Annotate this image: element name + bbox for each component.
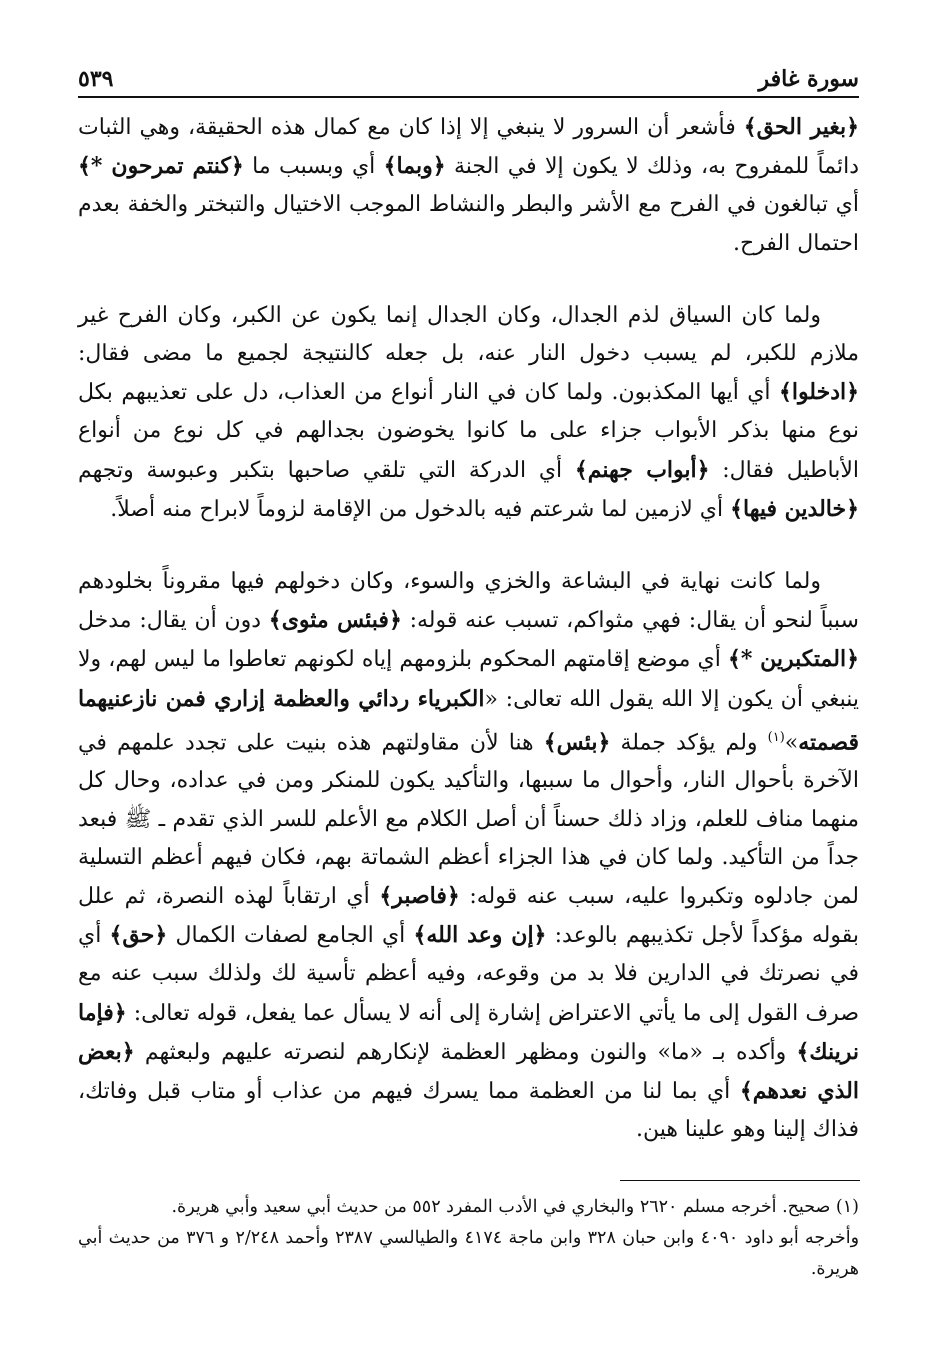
text-run: أي الدركة التي تلقي صاحبها بتكبر وعبوسة وتجهم bbox=[78, 457, 575, 483]
text-run: هنا لأن مقاولتهم هذه بنيت على تجدد علمهم في الآخرة بأحوال النار، وأحوال ما سببها، والتأكيد يكون للمنكر ومن في عداده، وحال كل منهما مناف للعلم، وزاد ذلك حسناً أن أصل الكلام مع الأعلم للسر الذي تقدم ـ ﷺ فبعد جداً من التأكيد. ولما كان في هذا الجزاء أعظم الشماتة بهم، فكان فيهم أعظم التسلية لمن جادلوه وتكبروا عليه، سبب عنه قوله: bbox=[78, 730, 859, 909]
text-run: دون أن يقال: مدخل bbox=[78, 608, 269, 634]
paragraph-1 bbox=[78, 108, 859, 263]
quran-phrase: ﴿فاصبر﴾ bbox=[379, 882, 460, 909]
quran-phrase: ﴿وبما﴾ bbox=[383, 153, 446, 180]
footnote-marker: (١) bbox=[767, 729, 785, 745]
header-divider bbox=[78, 96, 859, 98]
quran-phrase: ﴿فإما نرينك﴾ bbox=[78, 999, 859, 1065]
paragraph-3 bbox=[78, 563, 859, 1149]
footnote-divider bbox=[620, 1180, 860, 1181]
text-run: أي لازمين لما شرعتم فيه بالدخول من الإقامة لزوماً لابراح منه أصلاً. bbox=[110, 496, 731, 522]
page-number: ٥٣٩ bbox=[78, 66, 114, 92]
text-run: ولما كانت نهاية في البشاعة والخزي والسوء، وكان دخولهم فيها مقروناً بخلودهم سبباً لنحو أن يقال: فهي مثواكم، تسبب عنه قوله: bbox=[78, 569, 859, 634]
text-run: وأكده بـ «ما» والنون ومظهر العظمة لإنكارهم لنصرته عليهم ولبعثهم bbox=[134, 1039, 797, 1065]
paragraph-2 bbox=[78, 297, 859, 529]
quran-phrase: ﴿خالدين فيها﴾ bbox=[730, 495, 859, 522]
text-run: أي موضع إقامتهم المحكوم بلزومهم إياه لكونهم تعاطوا ما ليس لهم، ولا ينبغي أن يكون إلا الله يقول الله تعالى: « bbox=[78, 647, 859, 712]
quran-phrase: ﴿المتكبرين *﴾ bbox=[727, 646, 859, 673]
text-run: أي بما لنا من العظمة مما يسرك فيهم من عذاب أو متاب قبل وفاتك، فذاك إلينا وهو علينا هين. bbox=[78, 1079, 859, 1143]
text-run: أي ارتقاباً لهذه النصرة، ثم علل بقوله مؤكداً لأجل تكذيبهم بالوعد: bbox=[78, 883, 859, 949]
surah-title: سورة غافر bbox=[758, 66, 859, 92]
quran-phrase: ﴿أبواب جهنم﴾ bbox=[574, 456, 710, 483]
page-header bbox=[78, 58, 859, 92]
text-run: أي في نصرتك في الدارين فلا بد من وقوعه، وفيه أعظم تأسية لك ولذلك سبب عنه مع صرف القول إلى ما يأتي الاعتراض إشارة إلى أنه لا يسأل عما يفعل، قوله تعالى: bbox=[78, 923, 859, 1026]
text-run: ولما كان السياق لذم الجدال، وكان الجدال إنما يكون عن الكبر، وكان الفرح غير ملازم للكبر، لم يسبب دخول النار عنه، بل جعله كالنتيجة لجميع ما مضى فقال: bbox=[78, 302, 859, 367]
footnote-line: وأخرجه أبو داود ٤٠٩٠ وابن حبان ٣٢٨ وابن ماجة ٤١٧٤ والطيالسي ٢٣٨٧ وأحمد ٢/٢٤٨ و ٣٧٦ من حديث أبي هريرة. bbox=[78, 1228, 860, 1279]
quran-phrase: ﴿ادخلوا﴾ bbox=[778, 379, 859, 406]
quran-phrase: ﴿حق﴾ bbox=[109, 922, 168, 949]
quran-phrase: ﴿كنتم تمرحون *﴾ bbox=[78, 153, 244, 180]
text-run: » bbox=[784, 730, 799, 756]
text-run: أي تبالغون في الفرح مع الأشر والبطر والنشاط الموجب الاختيال والتبختر والخفة بعدم احتمال الفرح. bbox=[78, 192, 859, 256]
text-run: أي الجامع لصفات الكمال bbox=[167, 923, 414, 949]
text-run: أي أيها المكذبون. ولما كان في النار أنواع من العذاب، دل على تعذيبهم بكل نوع منها بذكر الأبواب جزاء على ما كانوا يخوضون بجدالهم في كل نوع من أنواع الأباطيل فقال: bbox=[78, 380, 859, 483]
text-run: أي وبسبب ما bbox=[243, 154, 384, 180]
quran-phrase: الكبرياء ردائي والعظمة إزاري فمن نازعنيهما قصمته bbox=[78, 685, 859, 756]
quran-phrase: ﴿بئس﴾ bbox=[543, 729, 611, 756]
footnote-line: (١) صحيح. أخرجه مسلم ٢٦٢٠ والبخاري في الأدب المفرد ٥٥٢ من حديث أبي سعيد وأبي هريرة. bbox=[171, 1197, 859, 1217]
quran-phrase: ﴿فبئس مثوى﴾ bbox=[268, 607, 402, 634]
quran-phrase: ﴿إن وعد الله﴾ bbox=[413, 922, 547, 949]
footnotes bbox=[78, 1192, 859, 1285]
quran-phrase: ﴿بعض الذي نعدهم﴾ bbox=[78, 1038, 859, 1104]
text-run: ولم يؤكد جملة bbox=[610, 730, 768, 756]
quran-phrase: ﴿بغير الحق﴾ bbox=[743, 114, 859, 140]
text-run: فأشعر أن السرور لا ينبغي إلا إذا كان مع كمال هذه الحقيقة، وهي الثبات دائماً للمفروح به، وذلك لا يكون إلا في الجنة bbox=[78, 115, 859, 180]
body-text bbox=[78, 108, 859, 1149]
